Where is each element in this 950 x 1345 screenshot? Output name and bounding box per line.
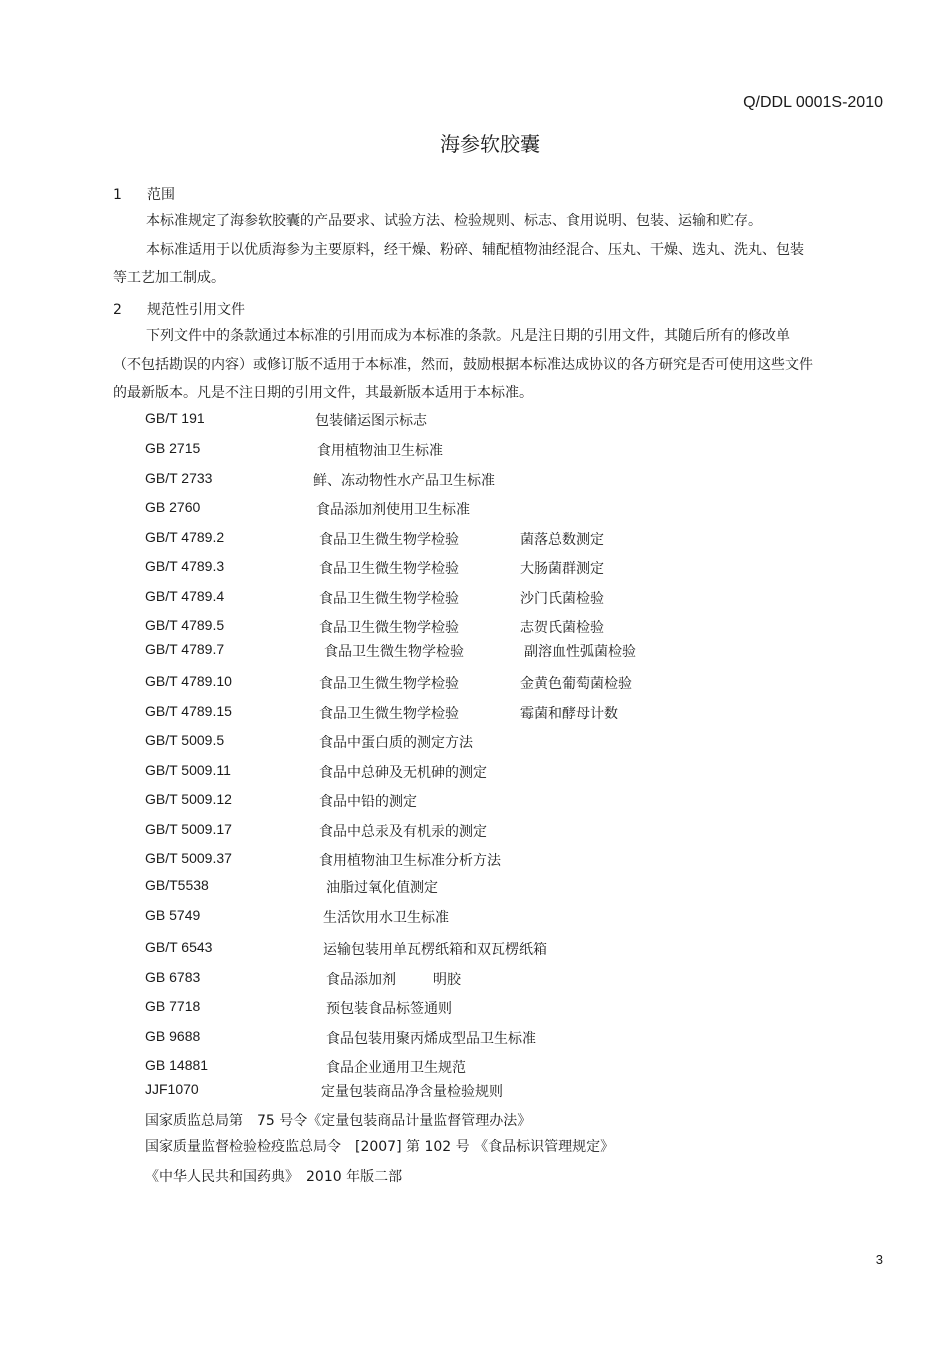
reference-subtitle: 明胶	[433, 972, 461, 988]
reference-code: GB/T 4789.3	[145, 558, 225, 574]
reference-code: GB 9688	[145, 1028, 201, 1044]
extra-reference: 国家质量监督检验检疫监总局令 [2007] 第 102 号 《食品标识管理规定》	[145, 1139, 615, 1155]
reference-title: 食用植物油卫生标准分析方法	[319, 853, 501, 869]
reference-code: GB 7718	[145, 998, 201, 1014]
reference-code: GB/T 6543	[145, 939, 213, 955]
reference-subtitle: 金黄色葡萄菌检验	[520, 676, 632, 692]
extra-reference: 《中华人民共和国药典》 2010 年版二部	[145, 1169, 403, 1185]
reference-code: GB/T 2733	[145, 470, 213, 486]
reference-code: JJF1070	[145, 1081, 199, 1097]
reference-code: GB/T 4789.7	[145, 641, 225, 657]
reference-code: GB/T 4789.5	[145, 617, 225, 633]
reference-code: GB/T 4789.4	[145, 588, 225, 604]
standard-code: Q/DDL 0001S-2010	[743, 94, 883, 111]
reference-title: 食品卫生微生物学检验	[324, 644, 464, 660]
reference-code: GB/T 5009.37	[145, 850, 232, 866]
paragraph: 本标准规定了海参软胶囊的产品要求、试验方法、检验规则、标志、食用说明、包装、运输和贮存。	[146, 213, 762, 229]
reference-subtitle: 菌落总数测定	[520, 532, 604, 548]
reference-code: GB/T 5009.17	[145, 821, 232, 837]
reference-title: 食品中铅的测定	[319, 794, 417, 810]
reference-title: 食品添加剂使用卫生标准	[316, 502, 470, 518]
reference-subtitle: 沙门氏菌检验	[520, 591, 604, 607]
reference-title: 油脂过氧化值测定	[326, 880, 438, 896]
reference-code: GB 2715	[145, 440, 201, 456]
extra-reference: 国家质监总局第 75 号令《定量包装商品计量监督管理办法》	[145, 1113, 532, 1129]
reference-title: 包装储运图示标志	[315, 413, 427, 429]
reference-title: 食品包装用聚丙烯成型品卫生标准	[326, 1031, 536, 1047]
reference-title: 食品企业通用卫生规范	[326, 1060, 466, 1076]
reference-title: 鲜、冻动物性水产品卫生标准	[313, 473, 495, 489]
reference-code: GB/T 5009.11	[145, 762, 231, 778]
reference-code: GB/T 191	[145, 410, 205, 426]
reference-code: GB/T 5009.12	[145, 791, 232, 807]
reference-title: 食品卫生微生物学检验	[319, 532, 459, 548]
reference-code: GB 2760	[145, 499, 201, 515]
reference-title: 食品卫生微生物学检验	[319, 591, 459, 607]
reference-code: GB 5749	[145, 907, 201, 923]
section-2-heading	[113, 299, 245, 319]
reference-code: GB/T 4789.10	[145, 673, 232, 689]
reference-code: GB 6783	[145, 969, 201, 985]
section-title: 范围	[147, 187, 175, 203]
reference-title: 食品中总汞及有机汞的测定	[319, 824, 487, 840]
reference-title: 食品卫生微生物学检验	[319, 620, 459, 636]
reference-code: GB/T 5009.5	[145, 732, 225, 748]
section-number: 2	[113, 302, 122, 318]
reference-code: GB/T5538	[145, 877, 209, 893]
section-1-body	[113, 207, 813, 293]
reference-subtitle: 大肠菌群测定	[520, 561, 604, 577]
section-number: 1	[113, 187, 122, 203]
reference-title: 食品卫生微生物学检验	[319, 561, 459, 577]
section-title: 规范性引用文件	[147, 302, 245, 318]
reference-title: 运输包装用单瓦楞纸箱和双瓦楞纸箱	[323, 942, 547, 958]
reference-code: GB 14881	[145, 1057, 209, 1073]
reference-title: 食品卫生微生物学检验	[319, 676, 459, 692]
reference-title: 食品添加剂	[326, 972, 396, 988]
document-title: 海参软胶囊	[440, 132, 540, 156]
reference-code: GB/T 4789.2	[145, 529, 225, 545]
section-1-heading	[113, 184, 175, 204]
reference-title: 定量包装商品净含量检验规则	[321, 1084, 503, 1100]
reference-subtitle: 副溶血性弧菌检验	[524, 644, 636, 660]
reference-title: 食品中总砷及无机砷的测定	[319, 765, 487, 781]
reference-subtitle: 霉菌和酵母计数	[520, 706, 618, 722]
reference-title: 食用植物油卫生标准	[317, 443, 443, 459]
reference-title: 食品卫生微生物学检验	[319, 706, 459, 722]
reference-code: GB/T 4789.15	[145, 703, 232, 719]
section-2-body	[113, 322, 813, 408]
reference-subtitle: 志贺氏菌检验	[520, 620, 604, 636]
paragraph: 下列文件中的条款通过本标准的引用而成为本标准的条款。凡是注日期的引用文件，其随后所有的修改单（不包括勘误的内容）或修订版不适用于本标准，然而，鼓励根据本标准达成协议的各方研究是否可使用这些文件的最新版本。凡是不注日期的引用文件，其最新版本适用于本标准。	[113, 328, 813, 401]
reference-title: 食品中蛋白质的测定方法	[319, 735, 473, 751]
reference-title: 预包装食品标签通则	[326, 1001, 452, 1017]
paragraph: 本标准适用于以优质海参为主要原料，经干燥、粉碎、辅配植物油经混合、压丸、干燥、选丸、洗丸、包装等工艺加工制成。	[113, 241, 804, 286]
page-number: 3	[875, 1252, 883, 1267]
reference-title: 生活饮用水卫生标准	[323, 910, 449, 926]
